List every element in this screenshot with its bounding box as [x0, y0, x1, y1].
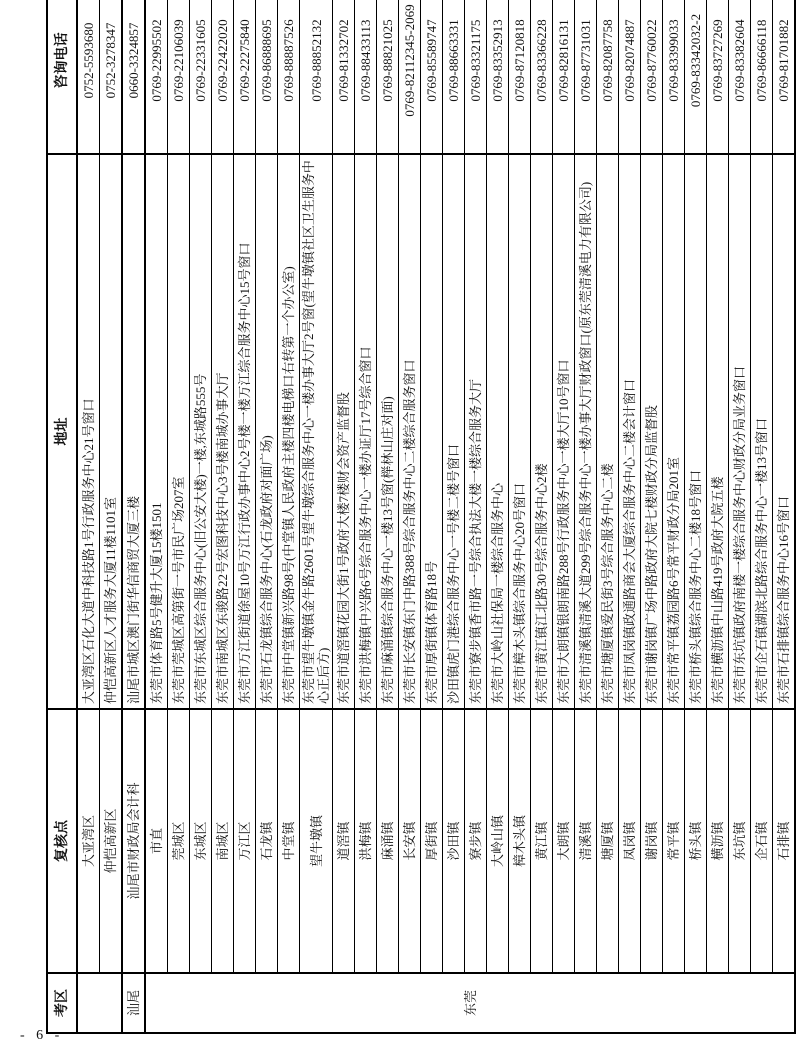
address-cell: 东莞市塘厦镇爱民街3号综合服务中心二楼	[597, 154, 619, 709]
table-row	[168, 0, 190, 1033]
review-point-cell: 石排镇	[773, 709, 796, 973]
phone-cell: 0769-88821025	[377, 0, 399, 154]
header-review-point: 复核点	[47, 709, 77, 973]
review-point-cell: 塘厦镇	[597, 709, 619, 973]
address-cell: 东莞市厚街镇体育路18号	[421, 154, 443, 709]
review-point-cell: 长安镇	[399, 709, 421, 973]
page-number: - 6 -	[20, 1028, 64, 1043]
header-address: 地址	[47, 154, 77, 709]
address-cell: 东莞市常平镇荔园路6号常平财政分局201室	[663, 154, 685, 709]
exam-district-cell: 东莞	[145, 973, 795, 1033]
table-row	[531, 0, 553, 1033]
phone-cell: 0769-88887526	[278, 0, 300, 154]
review-point-cell: 企石镇	[751, 709, 773, 973]
review-point-cell: 厚街镇	[421, 709, 443, 973]
phone-cell: 0769-87120818	[509, 0, 531, 154]
table-row	[122, 0, 145, 1033]
address-cell: 东莞市体育路5号健升大厦15楼1501	[145, 154, 168, 709]
review-point-cell: 万江区	[234, 709, 256, 973]
address-cell: 东莞市石排镇综合服务中心16号窗口	[773, 154, 796, 709]
phone-cell: 0769-88852132	[300, 0, 333, 154]
review-point-cell: 大朗镇	[553, 709, 575, 973]
address-cell: 东莞市清溪镇清溪大道299号综合服务中心一楼办事大厅财政窗口(原东莞清溪电力有限公司)	[575, 154, 597, 709]
phone-cell: 0769-82074887	[619, 0, 641, 154]
table-row	[773, 0, 796, 1033]
phone-cell: 0769-83366228	[531, 0, 553, 154]
phone-cell: 0769-85589747	[421, 0, 443, 154]
review-point-cell: 石龙镇	[256, 709, 278, 973]
table-row	[619, 0, 641, 1033]
review-point-cell: 市直	[145, 709, 168, 973]
review-point-cell: 大岭山镇	[487, 709, 509, 973]
review-point-cell: 南城区	[212, 709, 234, 973]
phone-cell: 0769-83321175	[465, 0, 487, 154]
phone-cell: 0769-82112345-2069	[399, 0, 421, 154]
table-row	[145, 0, 168, 1033]
review-point-cell: 道滘镇	[333, 709, 355, 973]
table-row	[509, 0, 531, 1033]
address-cell: 东莞市企石镇湖滨北路综合服务中心一楼13号窗口	[751, 154, 773, 709]
address-cell: 东莞市大朗镇银朗南路288号行政服务中心一楼大厅10号窗口	[553, 154, 575, 709]
review-point-cell: 常平镇	[663, 709, 685, 973]
address-cell: 东莞市黄江镇江北路30号综合服务中心2楼	[531, 154, 553, 709]
table-row	[377, 0, 399, 1033]
review-point-cell: 凤岗镇	[619, 709, 641, 973]
phone-cell: 0769-83352913	[487, 0, 509, 154]
address-cell: 东莞市望牛墩镇金牛路2601号望牛墩综合服务中心一楼办事大厅2号窗(望牛墩镇社区卫生服务中心正后方)	[300, 154, 333, 709]
table-row	[212, 0, 234, 1033]
phone-cell: 0769-82816131	[553, 0, 575, 154]
phone-cell: 0769-83399033	[663, 0, 685, 154]
review-point-cell: 中堂镇	[278, 709, 300, 973]
table-row	[278, 0, 300, 1033]
phone-cell: 0769-88663331	[443, 0, 465, 154]
table-row	[729, 0, 751, 1033]
table-row	[399, 0, 421, 1033]
phone-cell: 0769-87731031	[575, 0, 597, 154]
review-point-cell: 沙田镇	[443, 709, 465, 973]
header-phone: 咨询电话	[47, 0, 77, 154]
review-point-cell: 莞城区	[168, 709, 190, 973]
table-body	[77, 0, 795, 1033]
table-row	[597, 0, 619, 1033]
address-cell: 大亚湾区石化大道中科技路1号行政服务中心21号窗口	[77, 154, 100, 709]
landscape-table-container	[46, 4, 791, 1034]
phone-cell: 0769-83382604	[729, 0, 751, 154]
phone-cell: 0769-86666118	[751, 0, 773, 154]
table-row	[300, 0, 333, 1033]
table-row	[256, 0, 278, 1033]
phone-cell: 0769-22275840	[234, 0, 256, 154]
table-row	[333, 0, 355, 1033]
table-row	[100, 0, 123, 1033]
address-cell: 东莞市莞城区高第街一号市民广场207室	[168, 154, 190, 709]
review-point-cell: 麻涌镇	[377, 709, 399, 973]
review-point-cell: 望牛墩镇	[300, 709, 333, 973]
address-cell: 东莞市长安镇东门中路388号综合服务中心二楼综合服务窗口	[399, 154, 421, 709]
review-points-table	[46, 0, 796, 1034]
address-cell: 东莞市樟木头镇综合服务中心20号窗口	[509, 154, 531, 709]
address-cell: 东莞市麻涌镇综合服务中心一楼13号窗(榉林山庄对面)	[377, 154, 399, 709]
table-row	[443, 0, 465, 1033]
exam-district-cell	[77, 973, 122, 1033]
review-point-cell: 清溪镇	[575, 709, 597, 973]
address-cell: 东莞市凤岗镇政通路商会大厦综合服务中心二楼会计窗口	[619, 154, 641, 709]
address-cell: 东莞市桥头镇综合服务中心二楼18号窗口	[685, 154, 707, 709]
phone-cell: 0769-81332702	[333, 0, 355, 154]
table-row	[751, 0, 773, 1033]
address-cell: 东莞市洪梅镇中兴路6号综合服务中心一楼办证厅17号综合窗口	[355, 154, 377, 709]
address-cell: 东莞市万江街道徐屋10号万江行政办事中心2号楼一楼万江综合服务中心15号窗口	[234, 154, 256, 709]
table-row	[553, 0, 575, 1033]
table-row	[77, 0, 100, 1033]
phone-cell: 0769-87760022	[641, 0, 663, 154]
table-row	[641, 0, 663, 1033]
table-row	[707, 0, 729, 1033]
review-point-cell: 黄江镇	[531, 709, 553, 973]
address-cell: 东莞市谢岗镇广场中路政府大院七楼财政分局监督股	[641, 154, 663, 709]
phone-cell: 0769-88433113	[355, 0, 377, 154]
phone-cell: 0769-22995502	[145, 0, 168, 154]
table-header	[47, 0, 77, 1033]
phone-cell: 0752-3278347	[100, 0, 123, 154]
table-row	[663, 0, 685, 1033]
header-exam-district: 考区	[47, 973, 77, 1033]
address-cell: 东莞市大岭山社保局一楼综合服务中心	[487, 154, 509, 709]
review-point-cell: 东城区	[190, 709, 212, 973]
address-cell: 东莞市石龙镇综合服务中心(石龙政府对面广场)	[256, 154, 278, 709]
review-point-cell: 樟木头镇	[509, 709, 531, 973]
table-row	[465, 0, 487, 1033]
review-point-cell: 寮步镇	[465, 709, 487, 973]
address-cell: 东莞市中堂镇新兴路98号(中堂镇人民政府主楼四楼电梯口右转第一个办公室)	[278, 154, 300, 709]
phone-cell: 0769-22422020	[212, 0, 234, 154]
review-point-cell: 洪梅镇	[355, 709, 377, 973]
phone-cell: 0769-81701882	[773, 0, 796, 154]
table-row	[234, 0, 256, 1033]
table-row	[190, 0, 212, 1033]
rotated-table-area	[46, 4, 791, 1034]
phone-cell: 0769-22331605	[190, 0, 212, 154]
phone-cell: 0752-5593680	[77, 0, 100, 154]
phone-cell: 0660-3324857	[122, 0, 145, 154]
review-point-cell: 东坑镇	[729, 709, 751, 973]
review-point-cell: 汕尾市财政局会计科	[122, 709, 145, 973]
address-cell: 汕尾市城区澳门街华信商贸大厦三楼	[122, 154, 145, 709]
table-row	[487, 0, 509, 1033]
review-point-cell: 桥头镇	[685, 709, 707, 973]
table-row	[421, 0, 443, 1033]
address-cell: 东莞市东城区综合服务中心(旧公安大楼)一楼,东城路555号	[190, 154, 212, 709]
exam-district-cell: 汕尾	[122, 973, 145, 1033]
review-point-cell: 大亚湾区	[77, 709, 100, 973]
review-point-cell: 仲恺高新区	[100, 709, 123, 973]
table-row	[355, 0, 377, 1033]
address-cell: 仲恺高新区人才服务大厦11楼1101室	[100, 154, 123, 709]
phone-cell: 0769-86888695	[256, 0, 278, 154]
review-point-cell: 横沥镇	[707, 709, 729, 973]
address-cell: 东莞市南城区东骏路22号宏图科技中心3号楼南城办事大厅	[212, 154, 234, 709]
address-cell: 东莞市道滘镇花园大街1号政府大楼7楼财会资产监督股	[333, 154, 355, 709]
phone-cell: 0769-83727269	[707, 0, 729, 154]
phone-cell: 0769-22106039	[168, 0, 190, 154]
address-cell: 东莞市寮步镇香市路一号综合执法大楼一楼综合服务大厅	[465, 154, 487, 709]
phone-cell: 0769-83342032-2	[685, 0, 707, 154]
table-header-row	[47, 0, 77, 1033]
review-point-cell: 谢岗镇	[641, 709, 663, 973]
table-row	[575, 0, 597, 1033]
address-cell: 东莞市东坑镇政府南楼一楼综合服务中心财政分局业务窗口	[729, 154, 751, 709]
table-row	[685, 0, 707, 1033]
address-cell: 沙田镇虎门港综合服务中心一号楼二楼号窗口	[443, 154, 465, 709]
address-cell: 东莞市横沥镇中山路419号政府大院五楼	[707, 154, 729, 709]
phone-cell: 0769-82087758	[597, 0, 619, 154]
